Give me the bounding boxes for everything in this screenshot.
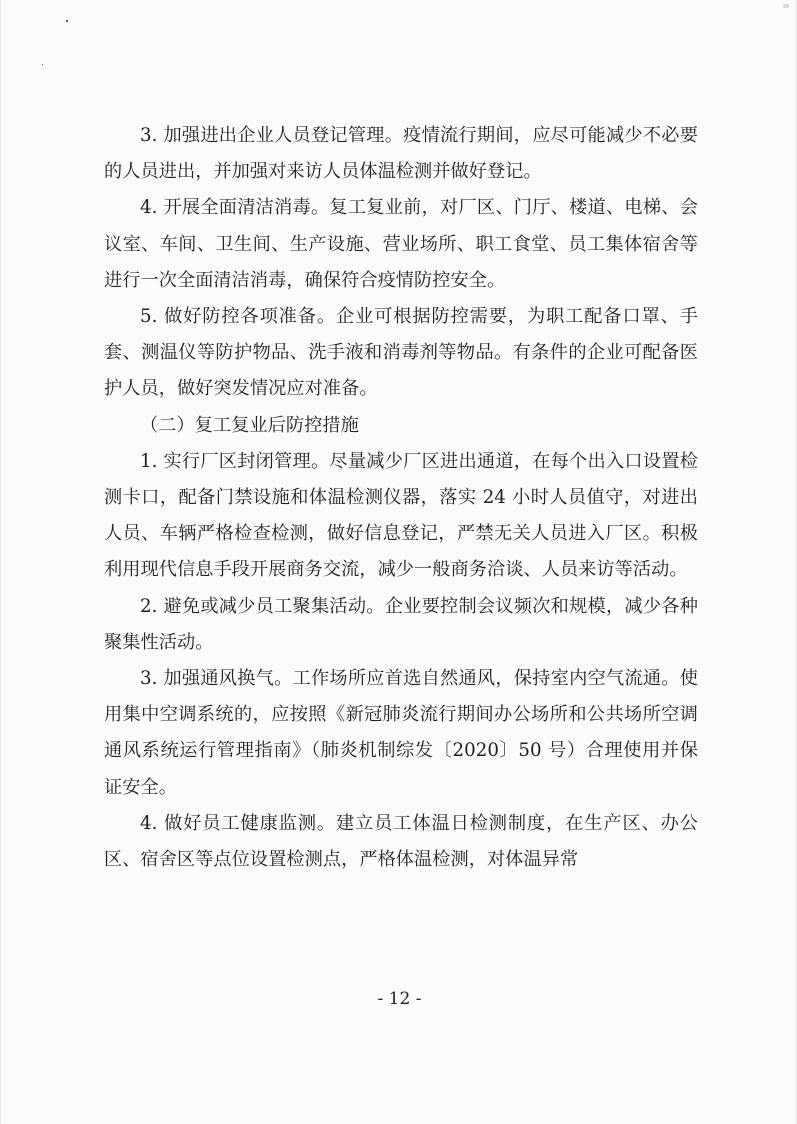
- paragraph-item-2-gathering: 2. 避免或减少员工聚集活动。企业要控制会议频次和规模，减少各种聚集性活动。: [104, 595, 698, 653]
- paragraph-item-5-preparation: 5. 做好防控各项准备。企业可根据防控需要，为职工配备口罩、手套、测温仪等防护物品、洗手液和消毒剂等物品。有条件的企业可配备医护人员，做好突发情况应对准备。: [104, 306, 698, 400]
- paragraph-item-3-registration: 3. 加强进出企业人员登记管理。疫情流行期间，应尽可能减少不必要的人员进出，并加强对来访人员体温检测并做好登记。: [104, 125, 698, 183]
- scan-speck: [66, 20, 68, 22]
- paragraph-item-3-ventilation: 3. 加强通风换气。工作场所应首选自然通风，保持室内空气流通。使用集中空调系统的，应按照《新冠肺炎流行期间办公场所和公共场所空调通风系统运行管理指南》（肺炎机制综发〔2020〕50 号）合理使用并保证安全。: [104, 668, 698, 798]
- paragraph-item-4-disinfection: 4. 开展全面清洁消毒。复工复业前，对厂区、门厅、楼道、电梯、会议室、车间、卫生间、生产设施、营业场所、职工食堂、员工集体宿舍等进行一次全面清洁消毒，确保符合疫情防控安全。: [104, 197, 698, 291]
- body-text: [104, 118, 698, 878]
- scan-mark: [783, 4, 789, 8]
- scan-speck: [42, 64, 43, 65]
- paragraph-item-1-closed-management: 1. 实行厂区封闭管理。尽量减少厂区进出通道，在每个出入口设置检测卡口，配备门禁设施和体温检测仪器，落实 24 小时人员值守，对进出人员、车辆严格检查检测，做好信息登记，严禁无关人员进入厂区。积极利用现代信息手段开展商务交流，减少一般商务洽谈、人员来访等活动。: [104, 450, 698, 581]
- page-number: - 12 -: [377, 989, 422, 1009]
- section-heading: （二）复工复业后防控措施: [140, 414, 359, 436]
- paragraph-item-4-health-monitoring: 4. 做好员工健康监测。建立员工体温日检测制度，在生产区、办公区、宿舍区等点位设置检测点，严格体温检测，对体温异常: [104, 812, 698, 871]
